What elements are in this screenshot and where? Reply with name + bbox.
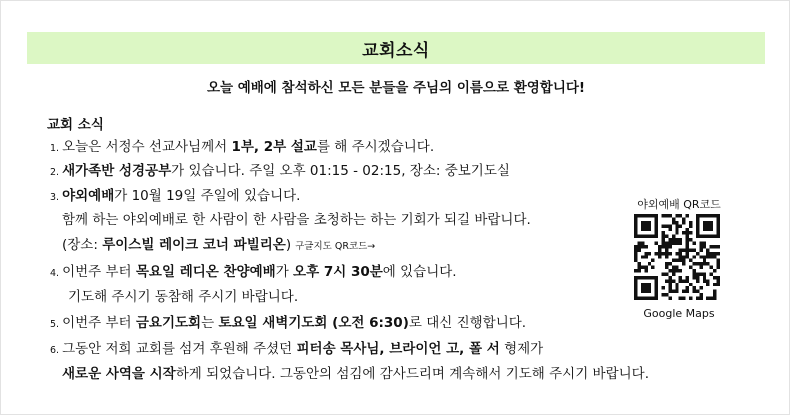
page-title: 교회소식 [362, 40, 430, 61]
section-title: 교회 소식 [47, 117, 104, 133]
qr-code-icon[interactable] [634, 214, 720, 300]
news-item-3-line-2: 함께 하는 야외예배로 한 사람이 한 사람을 초청하는 하는 기회가 되길 바랍니다. [62, 212, 531, 228]
news-item-6-line-2: 새로운 사역을 시작하게 되었습니다. 그동안의 섬김에 감사드리며 계속해서 기도해 주시기 바랍니다. [62, 366, 649, 382]
map-qr-link[interactable]: 구글지도 QR코드→ [295, 241, 376, 252]
news-item-2: 2. 새가족반 성경공부가 있습니다. 주일 오후 01:15 - 02:15, 장소: 중보기도실 [50, 163, 510, 179]
news-item-5: 5. 이번주 부터 금요기도회는 토요일 새벽기도회 (오전 6:30)로 대신 진행합니다. [50, 315, 527, 331]
qr-caption: Google Maps [643, 307, 715, 320]
news-item-4-line-2: 기도해 주시기 동참해 주시기 바랍니다. [68, 289, 299, 305]
welcome-message: 오늘 예배에 참석하신 모든 분들을 주님의 이름으로 환영합니다! [206, 80, 586, 96]
news-item-6: 6. 그동안 저희 교회를 섬겨 후원해 주셨던 피터송 목사님, 브라이언 고, 폴 서 형제가 [50, 341, 544, 357]
news-item-1: 1. 오늘은 서정수 선교사님께서 1부, 2부 설교를 해 주시겠습니다. [50, 139, 435, 155]
news-item-4: 4. 이번주 부터 목요일 레디온 찬양예배가 오후 7시 30분에 있습니다. [50, 264, 457, 280]
news-item-3: 3. 야외예배가 10월 19일 주일에 있습니다. [50, 188, 301, 204]
header-bar [27, 32, 765, 64]
qr-label: 야외예배 QR코드 [637, 198, 721, 211]
news-item-3-line-3: (장소: 루이스빌 레이크 코너 파빌리온) 구글지도 QR코드→ [62, 237, 376, 253]
